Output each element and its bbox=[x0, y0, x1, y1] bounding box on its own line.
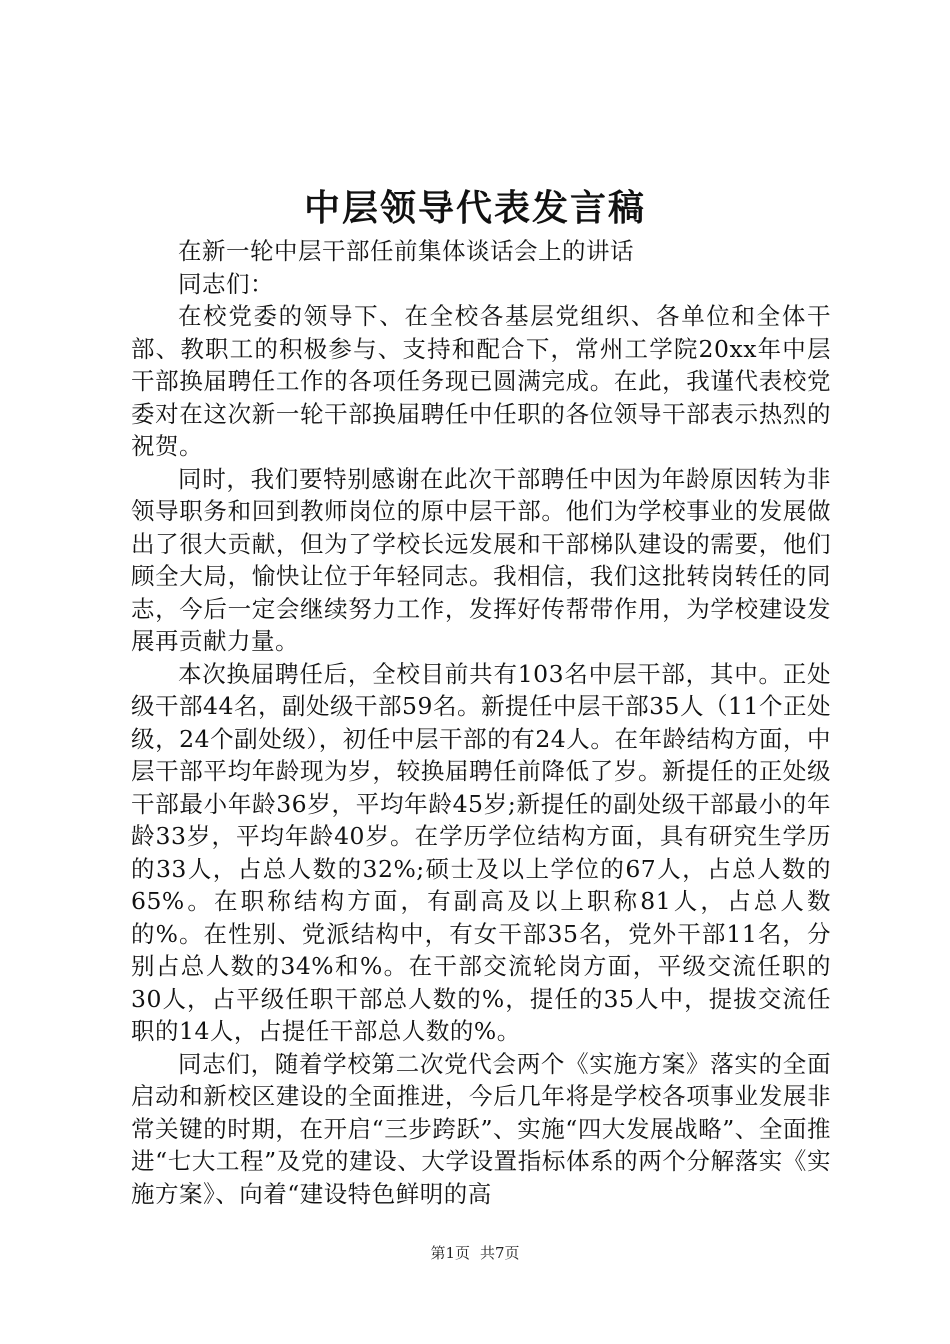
body-paragraph: 在校党委的领导下、在全校各基层党组织、各单位和全体干部、教职工的积极参与、支持和配合下，常州工学院20xx年中层干部换届聘任工作的各项任务现已圆满完成。在此，我谨代表校党委对在这次新一轮干部换届聘任中任职的各位领导干部表示热烈的祝贺。 bbox=[131, 302, 831, 460]
page-total: 共7页 bbox=[480, 1244, 520, 1262]
page-footer bbox=[0, 1243, 950, 1263]
body-paragraph: 同时，我们要特别感谢在此次干部聘任中因为年龄原因转为非领导职务和回到教师岗位的原中层干部。他们为学校事业的发展做出了很大贡献，但为了学校长远发展和干部梯队建设的需要，他们顾全大局，愉快让位于年轻同志。我相信，我们这批转岗转任的同志，今后一定会继续努力工作，发挥好传帮带作用，为学校建设发展再贡献力量。 bbox=[131, 464, 831, 655]
page-number: 第1页 bbox=[430, 1244, 470, 1262]
document-title: 中层领导代表发言稿 bbox=[303, 187, 646, 229]
document-body bbox=[131, 235, 831, 1210]
subtitle-line: 在新一轮中层干部任前集体谈话会上的讲话 bbox=[178, 237, 634, 265]
salutation-line: 同志们： bbox=[178, 269, 274, 298]
body-paragraph: 同志们，随着学校第二次党代会两个《实施方案》落实的全面启动和新校区建设的全面推进，今后几年将是学校各项事业发展非常关键的时期，在开启“三步跨跃”、实施“四大发展战略”、全面推进“七大工程”及党的建设、大学设置指标体系的两个分解落实《实施方案》、向着“建设特色鲜明的高 bbox=[131, 1049, 831, 1208]
body-paragraph: 本次换届聘任后，全校目前共有103名中层干部，其中。正处级干部44名，副处级干部59名。新提任中层干部35人（11个正处级，24个副处级），初任中层干部的有24人。在年龄结构方面，中层干部平均年龄现为岁，较换届聘任前降低了岁。新提任的正处级干部最小年龄36岁，平均年龄45岁;新提任的副处级干部最小的年龄33岁，平均年龄40岁。在学历学位结构方面，具有研究生学历的33人，占总人数的32%;硕士及以上学位的67人，占总人数的65%。在职称结构方面，有副高及以上职称81人，占总人数的%。在性别、党派结构中，有女干部35名，党外干部11名，分别占总人数的34%和%。在干部交流轮岗方面，平级交流任职的30人，占平级任职干部总人数的%，提任的35人中，提拔交流任职的14人，占提任干部总人数的%。 bbox=[131, 659, 831, 1045]
